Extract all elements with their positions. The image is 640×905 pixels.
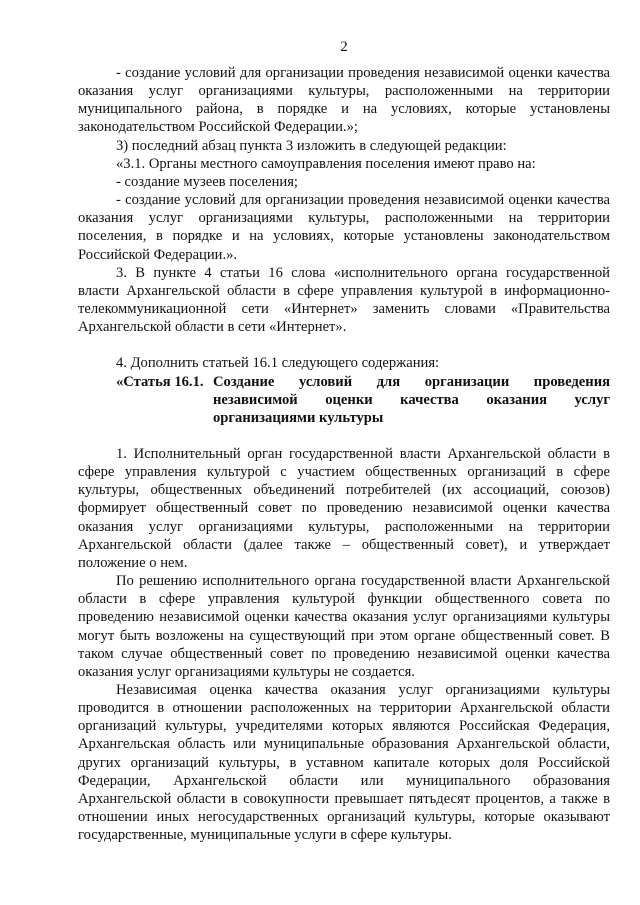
paragraph: - создание музеев поселения; [116,173,298,190]
document-page [78,38,610,844]
article-label: «Статья 16.1. [116,373,204,390]
blank-line [78,336,610,354]
page-number: 2 [340,39,348,55]
article-title [213,373,610,427]
paragraph: - создание условий для организации проведения независимой оценки качества оказания услуг организациями культуры, расположенными на территории поселения, в порядке и на условиях, которые установлены законодательством Российской Федерации.». [78,192,610,263]
paragraph: - создание условий для организации проведения независимой оценки качества оказания услуг организациями культуры, расположенными на территории муниципального района, в порядке и на условиях, которые установлены законодательством Российской Федерации.»; [78,65,610,136]
blank-line [78,427,610,445]
paragraph: «3.1. Органы местного самоуправления поселения имеют право на: [116,155,536,172]
article-title-line: Создание условий для организации проведения [213,373,610,390]
article-title-line: независимой оценки качества оказания услуг [213,391,610,408]
paragraph: 1. Исполнительный орган государственной власти Архангельской области в сфере управления культурой с участием общественных организаций в сфере культуры, общественных объединений потребителей (их ассоциаций, союзов) формирует общественный совет по проведению независимой оценки качества оказания услуг организациями культуры, расположенными на территории Архангельской области (далее также – общественный совет), и утверждает положение о нем. [78,445,610,571]
paragraph: 3) последний абзац пункта 3 изложить в следующей редакции: [116,137,507,154]
article-heading [78,373,610,427]
article-title-line: организациями культуры [213,409,384,426]
paragraph: По решению исполнительного органа государственной власти Архангельской области в сфере управления культурой функции общественного совета по проведению независимой оценки качества оказания услуг организациями культуры могут быть возложены на существующий при этом органе общественный совет. В таком случае общественный совет по проведению независимой оценки качества оказания услуг организациями культуры не создается. [78,573,610,680]
paragraph: 4. Дополнить статьей 16.1 следующего содержания: [116,355,440,372]
paragraph: Независимая оценка качества оказания услуг организациями культуры проводится в отношении расположенных на территории Архангельской области организаций культуры, учредителями которых являются Российская Федерация, Архангельская область или муниципальные образования Архангельской области, других организаций культуры, в уставном капитале которых доля Российской Федерации, Архангельской области или муниципального образования Архангельской области в совокупности превышает пятьдесят процентов, а также в отношении иных негосударственных организаций культуры, которые оказывают государственные, муниципальные услуги в сфере культуры. [78,682,610,844]
paragraph: 3. В пункте 4 статьи 16 слова «исполнительного органа государственной власти Архангельской области в сфере управления культурой в информационно-телекоммуникационной сети «Интернет» заменить словами «Правительства Архангельской области в сети «Интернет». [78,264,610,336]
